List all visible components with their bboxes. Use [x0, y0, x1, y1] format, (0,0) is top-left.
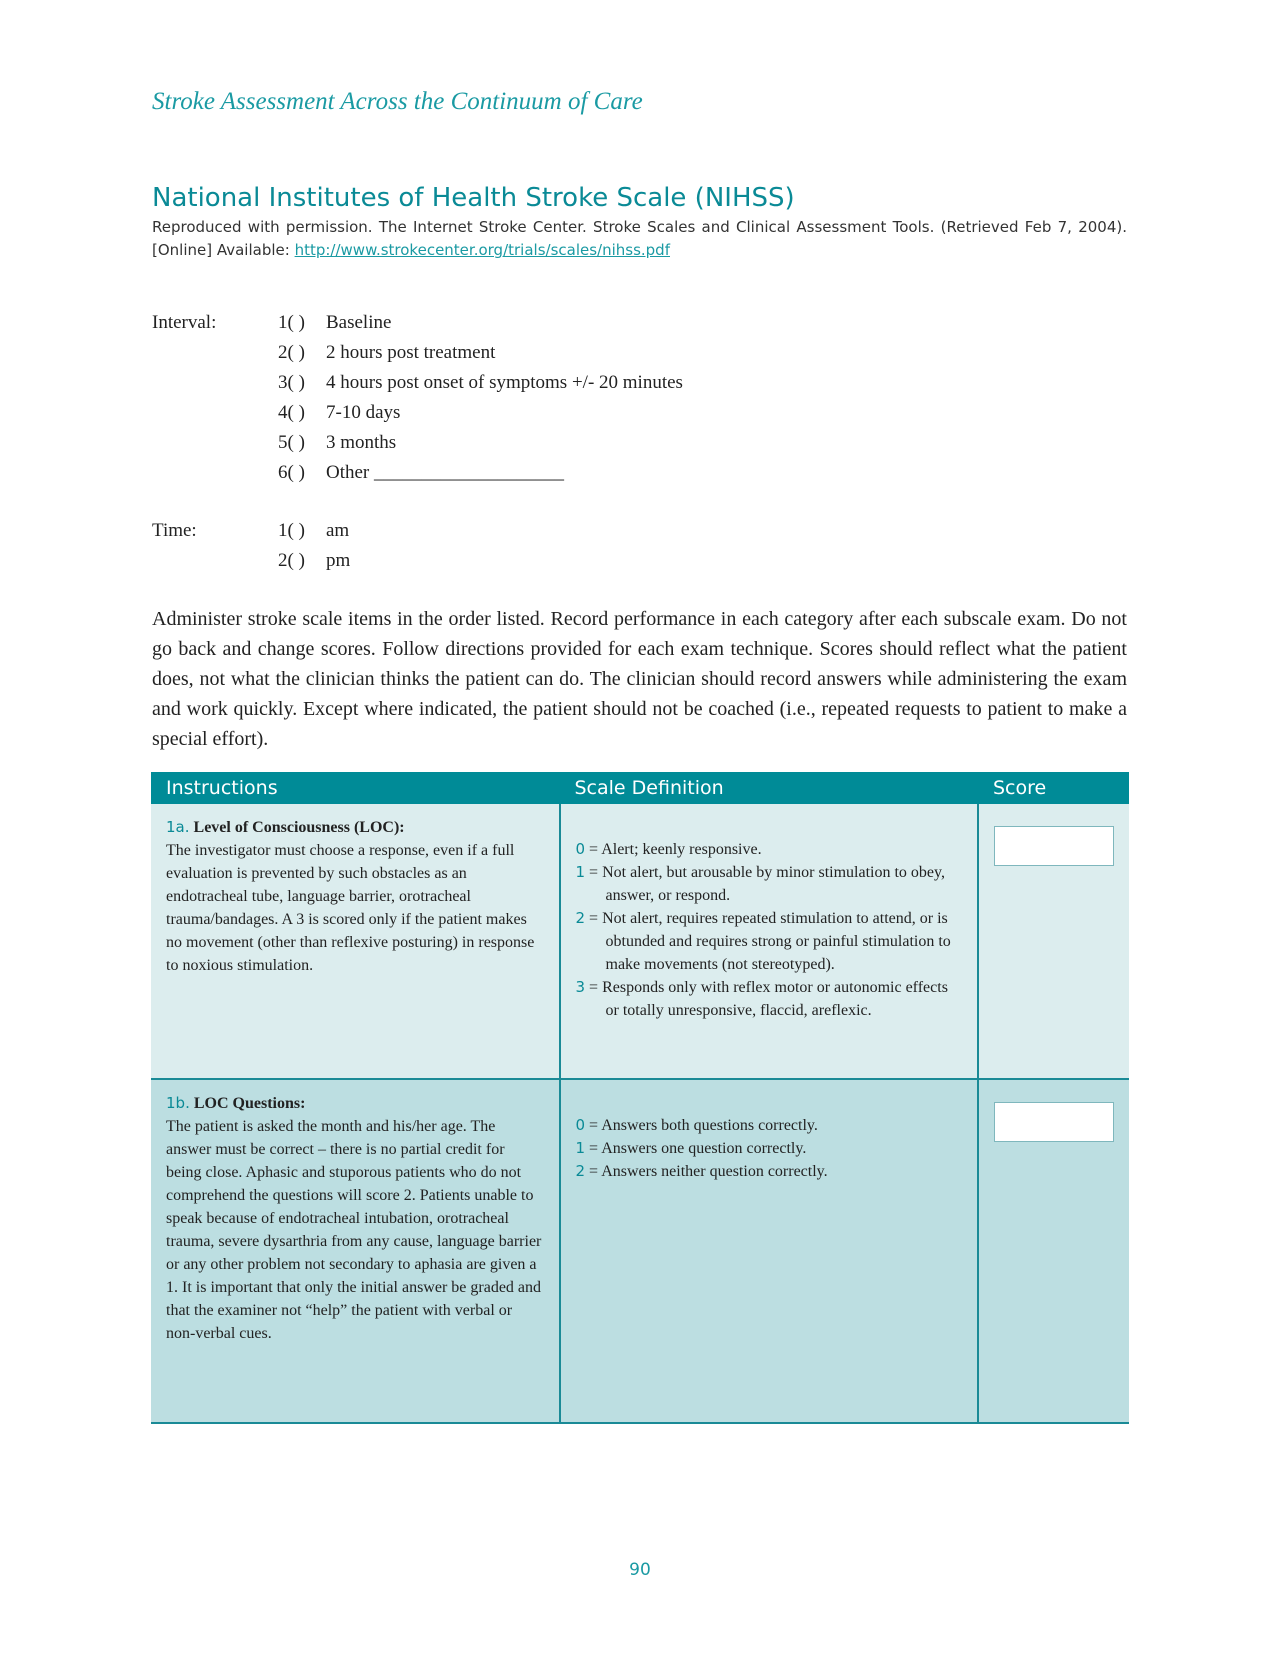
- page-number: 90: [629, 1560, 651, 1580]
- interval-option[interactable]: [278, 342, 495, 364]
- score-value: 0: [575, 1116, 586, 1134]
- score-description: = Alert; keenly responsive.: [589, 841, 762, 858]
- option-label: pm: [326, 550, 351, 571]
- score-value: 1: [575, 1139, 586, 1157]
- item-number: 1a.: [166, 818, 190, 836]
- option-label: 2 hours post treatment: [326, 342, 496, 363]
- item-heading: LOC Questions:: [193, 1095, 306, 1112]
- score-input[interactable]: [994, 826, 1114, 866]
- interval-option[interactable]: [278, 462, 564, 484]
- header-score: Score: [978, 772, 1129, 804]
- scale-definition-item: [576, 1160, 963, 1183]
- instructions-paragraph: Administer stroke scale items in the order listed. Record performance in each category after each subscale exam. Do not go back and change scores. Follow directions provided for each exam technique. Scores should reflect what the patient does, not what the clinician thinks the patient can do. The clinician should record answers while administering the exam and work quickly. Except where indicated, the patient should not be coached (i.e., repeated requests to patient to make a special effort).: [152, 608, 1127, 750]
- table-row: [151, 1079, 1129, 1423]
- score-value: 0: [575, 840, 586, 858]
- table-row: [151, 804, 1129, 1079]
- item-instructions: The investigator must choose a response, even if a full evaluation is prevented by such obstacles as an endotracheal tube, language barrier, orotracheal trauma/bandages. A 3 is scored only if the patient makes no movement (other than reflexive posturing) in response to noxious stimulation.: [166, 842, 535, 974]
- option-label: am: [326, 520, 350, 541]
- scale-definition-item: [576, 861, 963, 907]
- score-cell: [978, 1079, 1129, 1423]
- interval-option[interactable]: [278, 312, 391, 334]
- scale-definition-item: [576, 976, 963, 1022]
- option-checkbox[interactable]: 1( ): [278, 520, 305, 541]
- interval-label: Interval:: [152, 312, 217, 333]
- running-head: Stroke Assessment Across the Continuum of Care: [152, 88, 643, 115]
- citation: [152, 216, 1127, 262]
- score-description: = Answers both questions correctly.: [589, 1117, 818, 1134]
- scale-definition-item: [576, 1114, 963, 1137]
- citation-text: Reproduced with permission. The Internet Stroke Center. Stroke Scales and Clinical Assessment Tools. (Retrieved Feb 7, 2004). [Online] Available:: [152, 218, 1127, 259]
- score-value: 2: [575, 909, 586, 927]
- interval-option[interactable]: [278, 432, 396, 454]
- time-option[interactable]: [278, 520, 349, 542]
- score-description: = Answers one question correctly.: [589, 1140, 807, 1157]
- option-label: 7-10 days: [326, 402, 401, 423]
- item-instructions: The patient is asked the month and his/her age. The answer must be correct – there is no partial credit for being close. Aphasic and stuporous patients who do not comprehend the questions will score 2. Patients unable to speak because of endotracheal intubation, orotracheal trauma, severe dysarthria from any cause, language barrier or any other problem not secondary to aphasia are given a 1. It is important that only the initial answer be graded and that the examiner not “help” the patient with verbal or non-verbal cues.: [166, 1118, 542, 1342]
- time-option[interactable]: [278, 550, 350, 572]
- header-instructions: Instructions: [151, 772, 560, 804]
- instructions-cell: [151, 1079, 560, 1423]
- score-description: = Not alert, requires repeated stimulation to attend, or is obtunded and requires strong or painful stimulation to make movements (not stereotyped).: [589, 910, 951, 973]
- option-label: Other ____________________: [326, 462, 565, 483]
- page-title: National Institutes of Health Stroke Scale (NIHSS): [152, 183, 795, 213]
- interval-option[interactable]: [278, 372, 683, 394]
- header-scale-definition: Scale Definition: [560, 772, 979, 804]
- scale-definition-item: [576, 838, 963, 861]
- option-label: Baseline: [326, 312, 392, 333]
- score-input[interactable]: [994, 1102, 1114, 1142]
- score-value: 3: [575, 978, 586, 996]
- scale-definition-cell: [560, 804, 979, 1079]
- option-checkbox[interactable]: 1( ): [278, 312, 305, 333]
- interval-option[interactable]: [278, 402, 400, 424]
- option-checkbox[interactable]: 4( ): [278, 402, 305, 423]
- scale-definition-item: [576, 1137, 963, 1160]
- score-cell: [978, 804, 1129, 1079]
- score-value: 1: [575, 863, 586, 881]
- option-checkbox[interactable]: 5( ): [278, 432, 305, 453]
- option-checkbox[interactable]: 3( ): [278, 372, 305, 393]
- option-checkbox[interactable]: 2( ): [278, 550, 305, 571]
- scale-definition-item: [576, 907, 963, 976]
- citation-link[interactable]: http://www.strokecenter.org/trials/scales/nihss.pdf: [294, 241, 670, 259]
- score-description: = Responds only with reflex motor or autonomic effects or totally unresponsive, flaccid, areflexic.: [589, 979, 948, 1019]
- option-checkbox[interactable]: 2( ): [278, 342, 305, 363]
- score-description: = Not alert, but arousable by minor stimulation to obey, answer, or respond.: [589, 864, 945, 904]
- option-label: 4 hours post onset of symptoms +/- 20 minutes: [326, 372, 683, 393]
- instructions-cell: [151, 804, 560, 1079]
- option-checkbox[interactable]: 6( ): [278, 462, 305, 483]
- option-label: 3 months: [326, 432, 397, 453]
- nihss-table: [151, 772, 1129, 1424]
- score-value: 2: [575, 1162, 586, 1180]
- item-heading: Level of Consciousness (LOC):: [193, 819, 405, 836]
- scale-definition-cell: [560, 1079, 979, 1423]
- item-number: 1b.: [166, 1094, 190, 1112]
- time-label: Time:: [152, 520, 197, 541]
- score-description: = Answers neither question correctly.: [589, 1163, 828, 1180]
